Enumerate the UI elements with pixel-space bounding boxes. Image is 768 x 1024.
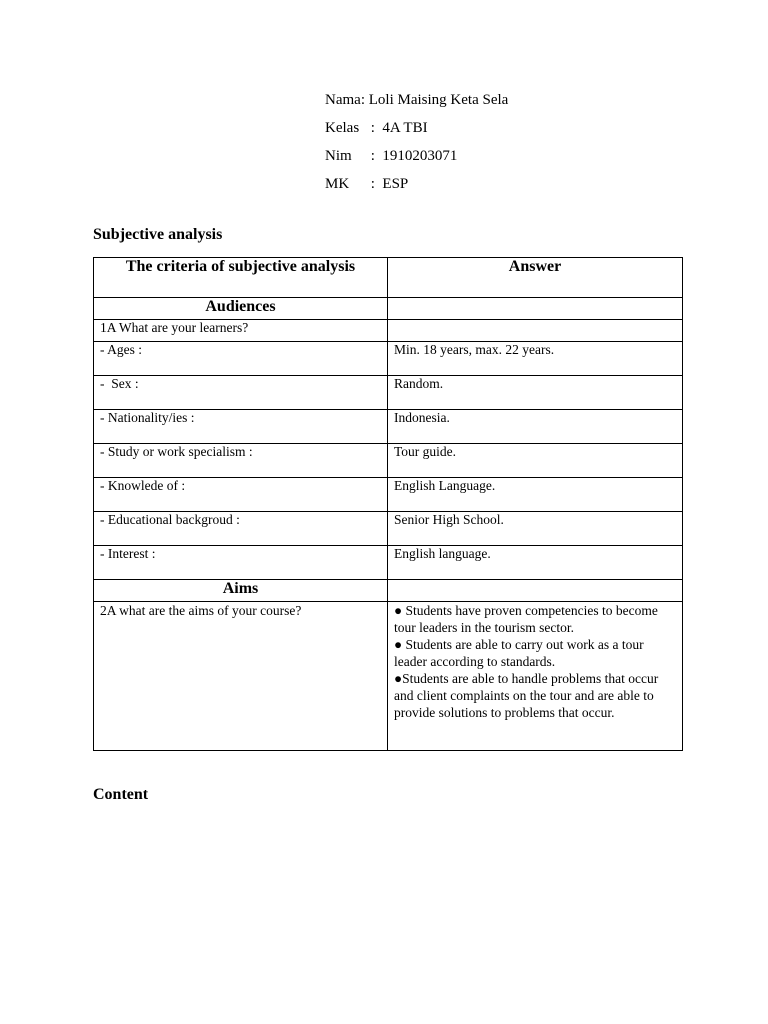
audiences-heading: Audiences (94, 298, 388, 320)
aims-section-row (94, 580, 683, 602)
criteria-table (93, 257, 683, 751)
answer-cell: Tour guide. (388, 444, 683, 478)
answer-cell: Indonesia. (388, 410, 683, 444)
audiences-section-row (94, 298, 683, 320)
info-row-mk (325, 170, 508, 198)
answer-cell: Random. (388, 376, 683, 410)
criteria-cell: - Educational backgroud : (94, 512, 388, 546)
answer-column-header: Answer (388, 258, 683, 298)
question-1a: 1A What are your learners? (94, 320, 388, 342)
criteria-column-header: The criteria of subjective analysis (94, 258, 388, 298)
nama-label: Nama (325, 92, 361, 108)
criteria-cell: - Sex : (94, 376, 388, 410)
aims-bullet: ● Students have proven competencies to become tour leaders in the tourism sector. (394, 603, 658, 635)
kelas-value: : 4A TBI (367, 120, 428, 136)
info-row-nim (325, 142, 508, 170)
question-row (94, 320, 683, 342)
criteria-cell: - Ages : (94, 342, 388, 376)
subjective-analysis-title: Subjective analysis (93, 226, 223, 243)
table-row (94, 444, 683, 478)
table-row (94, 410, 683, 444)
aims-question-row (94, 602, 683, 751)
table-row (94, 376, 683, 410)
nim-value: : 1910203071 (367, 148, 458, 164)
empty-cell (388, 298, 683, 320)
table-row (94, 546, 683, 580)
criteria-cell: - Nationality/ies : (94, 410, 388, 444)
answer-cell: English language. (388, 546, 683, 580)
aims-bullet: ● Students are able to carry out work as a tour leader according to standards. (394, 637, 644, 669)
aims-bullet: ●Students are able to handle problems that occur and client complaints on the tour and are able to provide solutions to problems that occur. (394, 671, 659, 720)
student-info (325, 86, 508, 198)
question-2a: 2A what are the aims of your course? (94, 602, 388, 751)
content-title: Content (93, 786, 149, 803)
table-row (94, 342, 683, 376)
info-row-kelas (325, 114, 508, 142)
aims-heading: Aims (94, 580, 388, 602)
answer-cell: Senior High School. (388, 512, 683, 546)
criteria-cell: - Knowlede of : (94, 478, 388, 512)
criteria-cell: - Study or work specialism : (94, 444, 388, 478)
criteria-cell: - Interest : (94, 546, 388, 580)
nim-label: Nim (325, 148, 352, 164)
table-header-row (94, 258, 683, 298)
mk-label: MK (325, 176, 350, 192)
table-row (94, 512, 683, 546)
empty-cell (388, 580, 683, 602)
table-row (94, 478, 683, 512)
info-row-nama (325, 86, 508, 114)
nama-value: : Loli Maising Keta Sela (360, 92, 509, 108)
answer-cell: Min. 18 years, max. 22 years. (388, 342, 683, 376)
mk-value: : ESP (367, 176, 409, 192)
aims-answer-cell (388, 602, 683, 751)
kelas-label: Kelas (325, 120, 360, 136)
answer-cell: English Language. (388, 478, 683, 512)
empty-cell (388, 320, 683, 342)
